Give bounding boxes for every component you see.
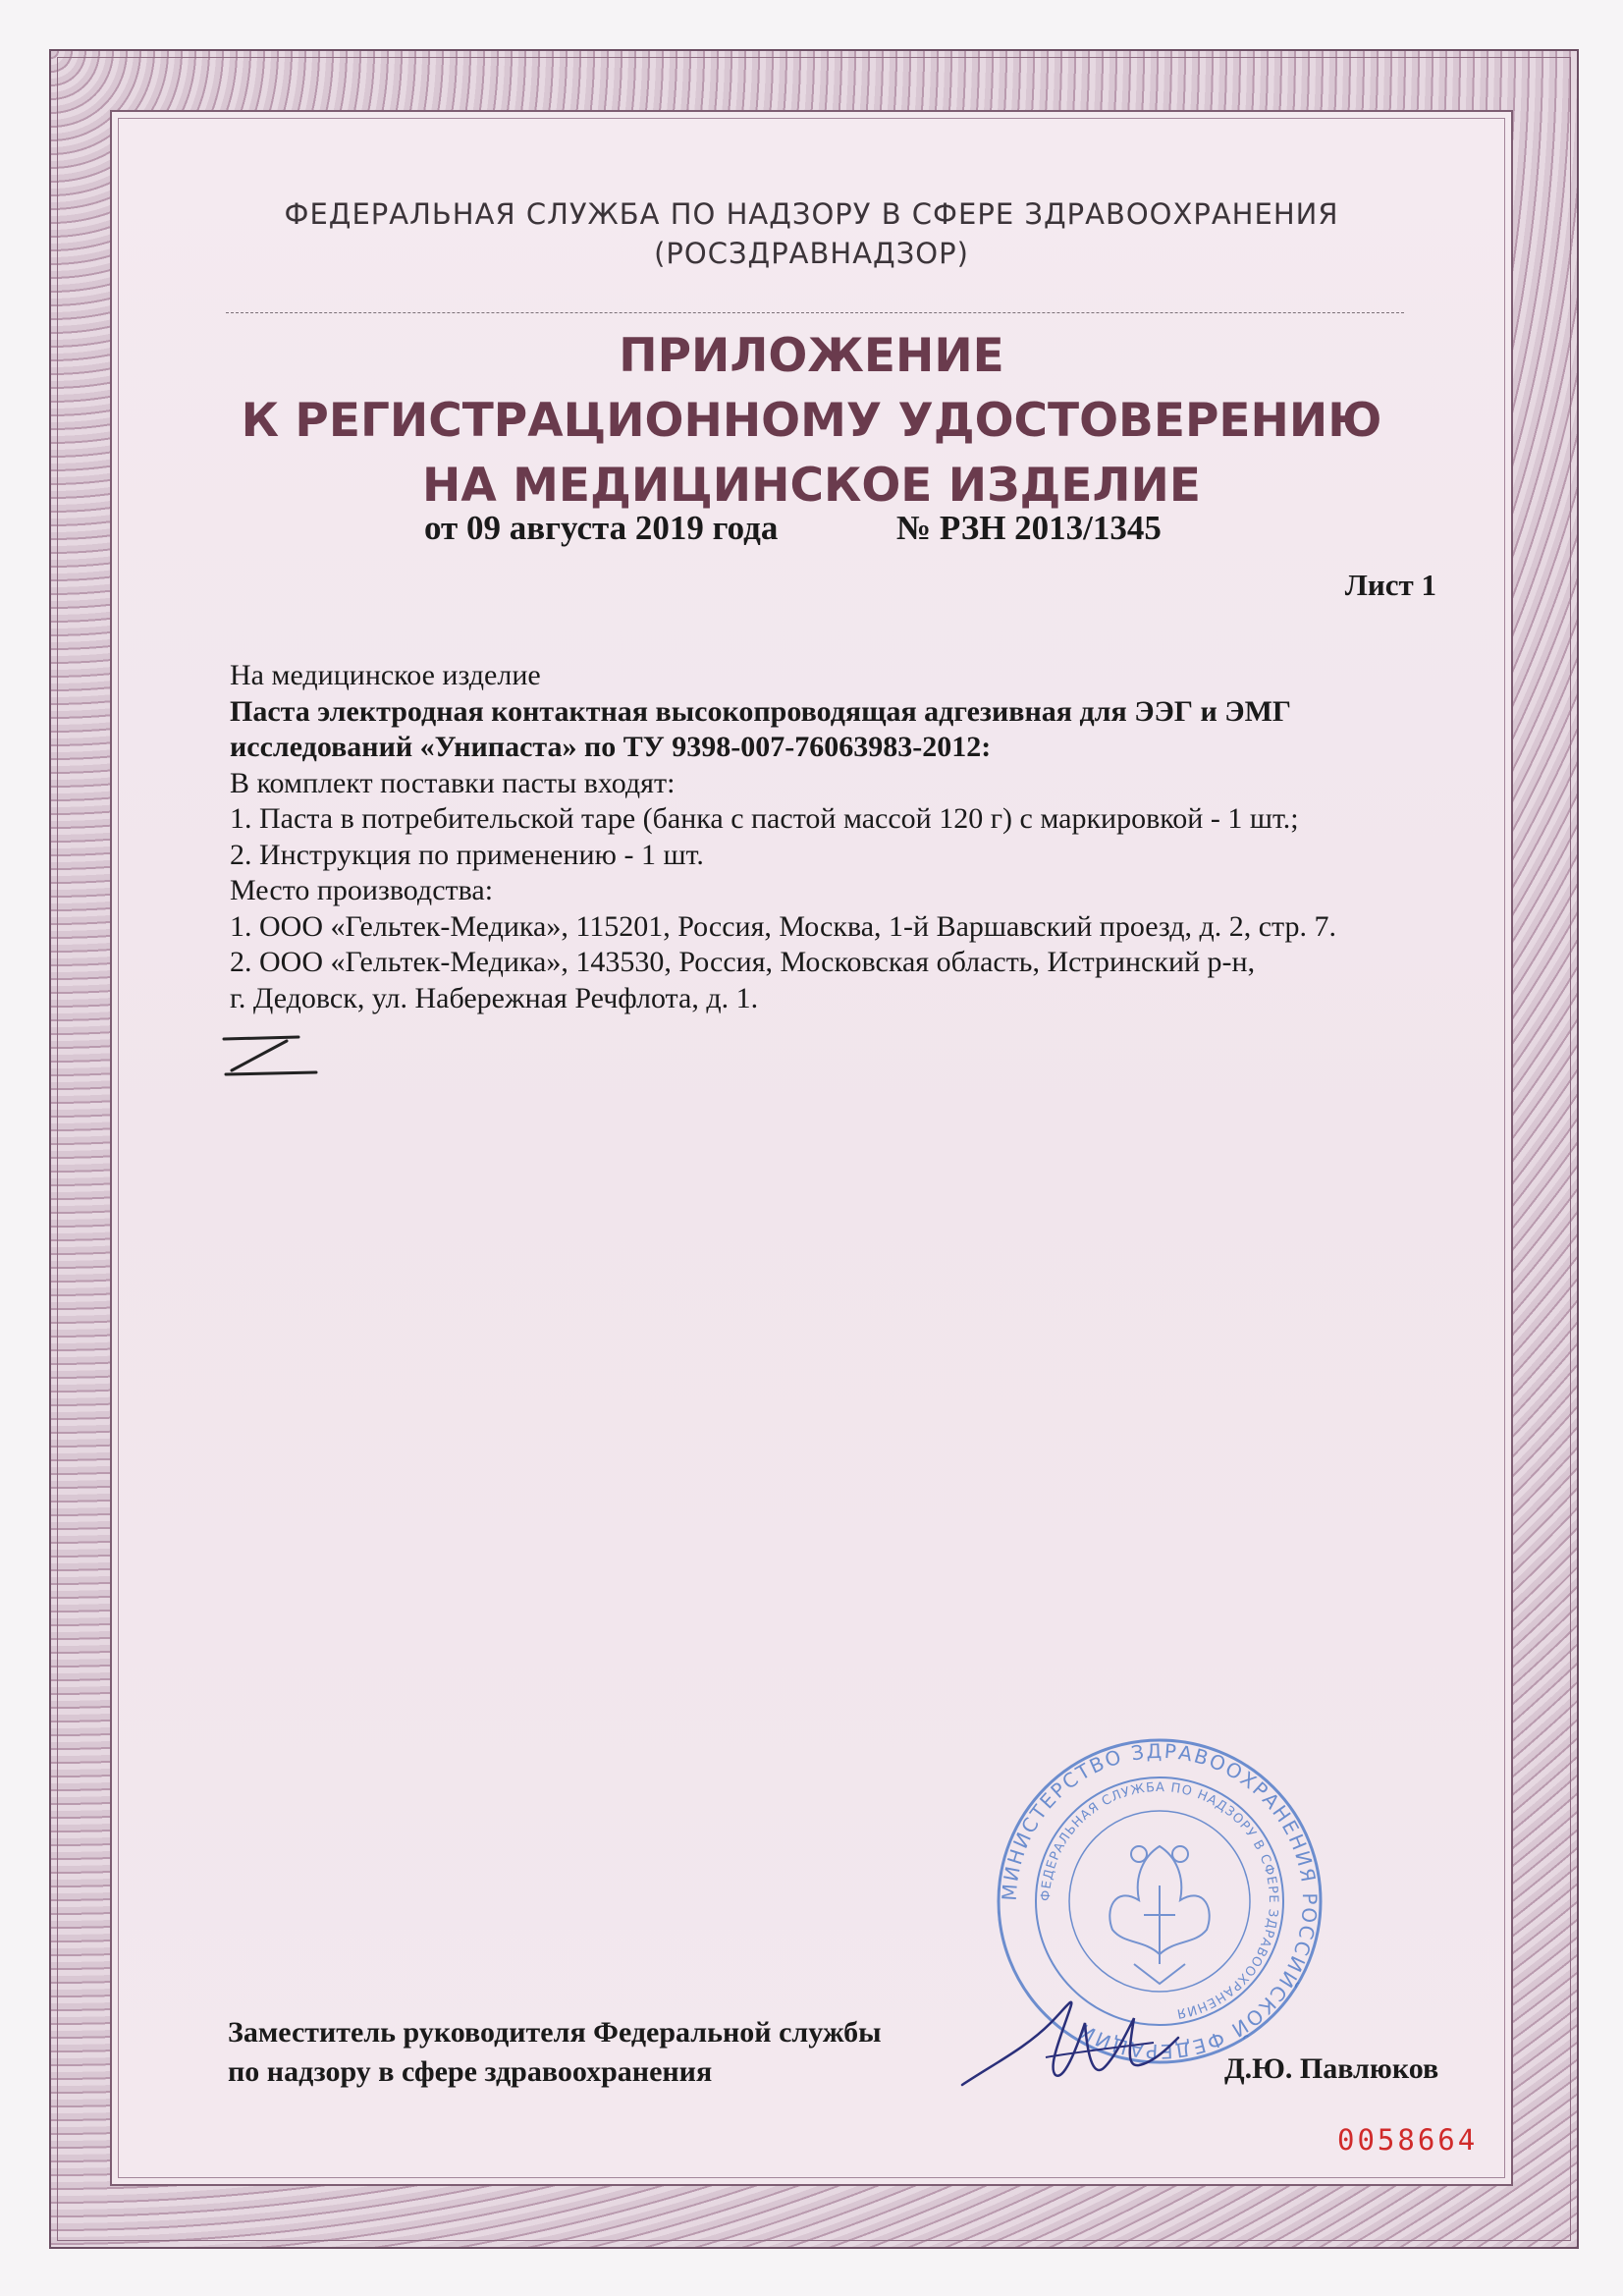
production-header: Место производства: <box>230 874 494 906</box>
title-line-2: К РЕГИСТРАЦИОННОМУ УДОСТОВЕРЕНИЮ <box>241 394 1382 448</box>
double-headed-eagle-icon <box>1109 1846 1209 1984</box>
product-name-line-1: Паста электродная контактная высокопроводящая адгезивная для ЭЭГ и ЭМГ <box>230 694 1292 728</box>
agency-abbreviation: (РОСЗДРАВНАДЗОР) <box>654 237 969 270</box>
sheet-number: Лист 1 <box>1344 568 1436 602</box>
end-of-text-mark <box>218 1031 326 1080</box>
kit-header: В комплект поставки пасты входят: <box>230 766 676 799</box>
kit-item: 2. Инструкция по применению - 1 шт. <box>230 838 704 871</box>
header-divider <box>226 312 1404 313</box>
kit-item: 1. Паста в потребительской таре (банка с пастой массой 120 г) с маркировкой - 1 шт.; <box>230 802 1299 835</box>
signatory-position-line-2: по надзору в сфере здравоохранения <box>228 2055 713 2088</box>
registration-number: № РЗН 2013/1345 <box>896 509 1162 547</box>
registration-line <box>0 509 1623 558</box>
signatory-position-line-1: Заместитель руководителя Федеральной службы <box>228 2016 882 2049</box>
registration-date: от 09 августа 2019 года <box>424 509 779 547</box>
production-site: 2. ООО «Гельтек-Медика», 143530, Россия, Московская область, Истринский р-н, <box>230 946 1256 978</box>
document-body <box>230 658 1506 1016</box>
signatory-position <box>228 2013 882 2092</box>
product-name-line-2: исследований «Унипаста» по ТУ 9398-007-76063983-2012: <box>230 731 992 763</box>
document-title <box>0 324 1623 519</box>
handwritten-signature <box>957 1969 1183 2097</box>
seal-inner-text: ФЕДЕРАЛЬНАЯ СЛУЖБА ПО НАДЗОРУ В СФЕРЕ ЗДРАВООХРАНЕНИЯ <box>1038 1779 1281 2021</box>
form-serial-number: 0058664 <box>1337 2123 1479 2157</box>
seal-outer-text: МИНИСТЕРСТВО ЗДРАВООХРАНЕНИЯ РОССИЙСКОЙ ФЕДЕРАЦИИ <box>997 1738 1323 2064</box>
intro-text: На медицинское изделие <box>230 659 541 691</box>
title-line-3: НА МЕДИЦИНСКОЕ ИЗДЕЛИЕ <box>422 459 1201 513</box>
agency-header <box>0 194 1623 273</box>
title-line-1: ПРИЛОЖЕНИЕ <box>619 329 1004 383</box>
production-site-continued: г. Дедовск, ул. Набережная Речфлота, д. 1. <box>230 981 759 1014</box>
production-site: 1. ООО «Гельтек-Медика», 115201, Россия, Москва, 1-й Варшавский проезд, д. 2, стр. 7. <box>230 909 1337 943</box>
agency-name: ФЕДЕРАЛЬНАЯ СЛУЖБА ПО НАДЗОРУ В СФЕРЕ ЗДРАВООХРАНЕНИЯ <box>284 197 1339 231</box>
signatory-name: Д.Ю. Павлюков <box>1224 2052 1439 2085</box>
